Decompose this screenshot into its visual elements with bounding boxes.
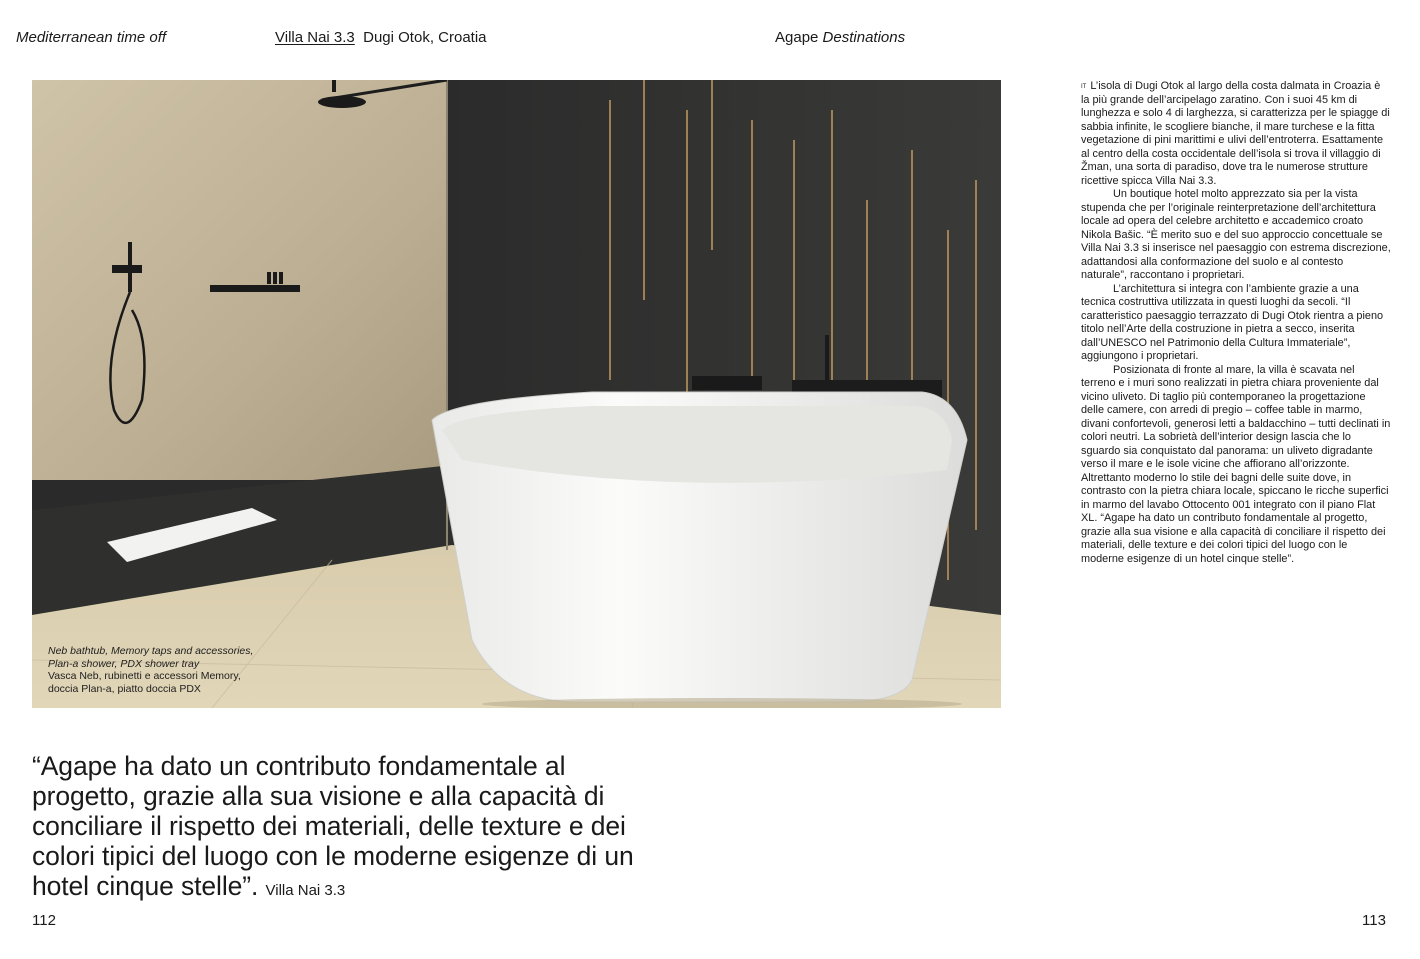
page-number-left: 112 <box>32 912 56 929</box>
caption-it-line-1: Vasca Neb, rubinetti e accessori Memory, <box>48 670 241 682</box>
project-location: Dugi Otok, Croatia <box>363 29 487 46</box>
page-number-right: 113 <box>1362 912 1386 929</box>
brand-name: Agape <box>775 29 819 46</box>
language-marker: IT <box>1081 84 1087 90</box>
photo-caption <box>48 645 253 695</box>
brand-series: Destinations <box>822 29 906 46</box>
running-head-brand <box>775 29 905 47</box>
article-paragraph: $^{IT}$ L’isola di Dugi Otok al largo della costa dalmata in Croazia è la più grande dell’arcipelago zaratino. Con i suoi 45 km di lunghezza e solo 4 di larghezza, si caratterizza per le spiagge di sabbia infinite, le scogliere bianche, il mare turchese e la fitta vegetazione di pini marittimi e ulivi dell’entroterra. Esattamente al centro della costa occidentale dell’isola si trova il villaggio di Žman, una sorta di paradiso, dove tra le numerose strutture ricettive spicca Villa Nai 3.3. <box>1081 80 1390 187</box>
caption-en-line-2: Plan-a shower, PDX shower tray <box>48 657 200 670</box>
running-head-project <box>275 29 487 47</box>
pull-quote-text: “Agape ha dato un contributo fondamentale al progetto, grazie alla sua visione e alla capacità di conciliare il rispetto dei materiali, delle texture e dei colori tipici del luogo con le moderne esigenze di un hotel cinque stelle”. <box>32 751 634 901</box>
article-paragraph: Posizionata di fronte al mare, la villa è scavata nel terreno e i muri sono realizzati in pietra chiara proveniente dal vicino uliveto. Di taglio più contemporaneo la progettazione delle camere, con arredi di pregio – coffee table in marmo, divani confortevoli, generosi letti a baldacchino – tutti declinati in colori neutri. La sobrietà dell’interior design lascia che lo sguardo sia conquistato dal panorama: un uliveto digradante verso il mare e le isole vicine che affiorano all’orizzonte. Altrettanto moderno lo stile dei bagni delle suite dove, in contrasto con la pietra chiara locale, spiccano le ricche superfici in marmo del lavabo Ottocento 001 integrato con il piano Flat XL. “Agape ha dato un contributo fondamentale al progetto, grazie alla sua visione e alla capacità di conciliare il rispetto dei materiali, delle texture e dei colori tipici del luogo con le moderne esigenze di un hotel cinque stelle”. <box>1081 363 1391 565</box>
article-paragraph: Un boutique hotel molto apprezzato sia per la vista stupenda che per l’originale reinterpretazione dell’architettura locale ad opera del celebre architetto e accademico croato Nikola Bašic. “È merito suo e del suo approccio concettuale se Villa Nai 3.3 si inserisce nel paesaggio con estrema discrezione, adattandosi alla conformazione del suolo e al contesto naturale”, raccontano i proprietari. <box>1081 188 1391 281</box>
caption-it-line-2: doccia Plan-a, piatto doccia PDX <box>48 682 201 695</box>
bathroom-illustration <box>32 80 1001 708</box>
article-paragraph: L’architettura si integra con l’ambiente grazie a una tecnica costruttiva utilizzata in questi luoghi da secoli. “Il caratteristico paesaggio terrazzato di Dugi Otok rientra a pieno titolo nell’Arte della costruzione in pietra a secco, inserita dall’UNESCO nel Patrimonio della Cultura Immateriale”, aggiungono i proprietari. <box>1081 282 1384 362</box>
pull-quote-source: Villa Nai 3.3 <box>265 882 346 899</box>
running-head-section: Mediterranean time off <box>16 29 167 46</box>
pull-quote <box>32 751 642 906</box>
article-body <box>1081 80 1391 566</box>
caption-en-line-1: Neb bathtub, Memory taps and accessories, <box>48 645 254 657</box>
project-name-link[interactable]: Villa Nai 3.3 <box>275 29 355 46</box>
bathroom-photo <box>32 80 1001 708</box>
